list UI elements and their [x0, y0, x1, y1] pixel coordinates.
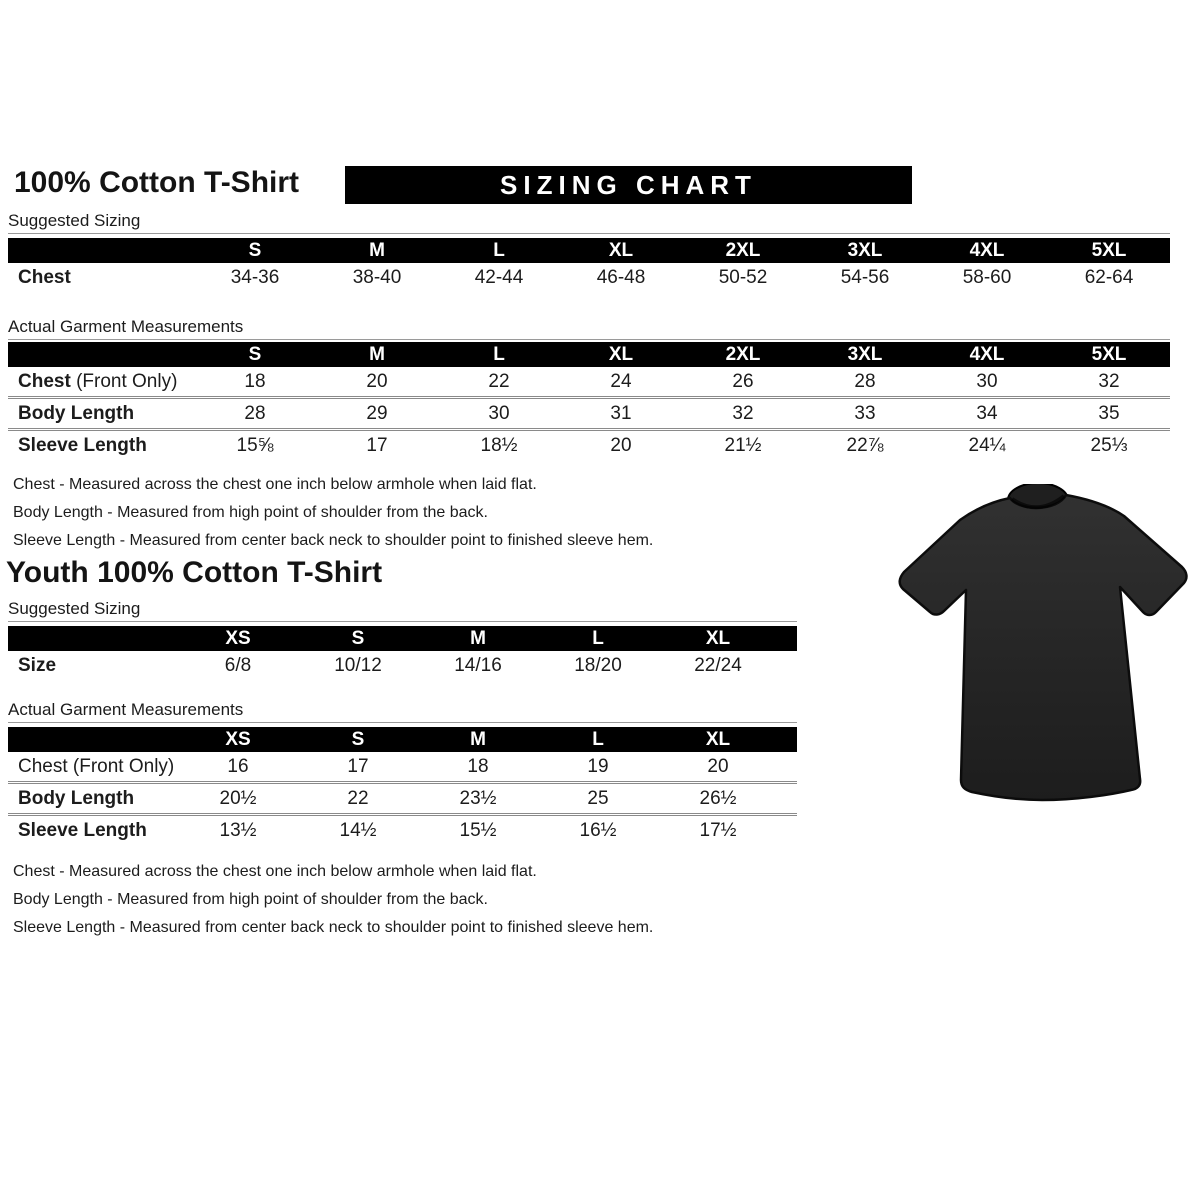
size-value-cell: 16 — [227, 755, 249, 777]
size-header-row — [8, 626, 797, 651]
size-value-cell: 19 — [587, 755, 609, 777]
row-label: Chest — [18, 267, 71, 288]
size-header-row — [8, 342, 1170, 367]
page-title: 100% Cotton T-Shirt — [14, 166, 300, 199]
size-value-cell: 14½ — [298, 815, 418, 846]
adult-suggested-sizing-heading: Suggested Sizing — [8, 211, 1170, 234]
size-value-cell: 17½ — [658, 815, 778, 846]
table-row — [8, 783, 797, 815]
note-chest: Chest - Measured across the chest one inch below armhole when laid flat. — [13, 863, 537, 880]
size-value-cell: 18 — [244, 370, 266, 392]
header-row — [8, 165, 1172, 211]
size-column-header: S — [298, 727, 418, 752]
size-value-cell: 22/24 — [694, 654, 742, 676]
tshirt-body — [900, 495, 1187, 800]
size-value-cell: 25 — [538, 783, 658, 815]
row-label: Sleeve Length — [8, 430, 194, 461]
sizing-chart-banner: SIZING CHART — [345, 166, 912, 204]
size-value-cell: 18½ — [438, 430, 560, 461]
size-column-header: XL — [560, 238, 682, 263]
filler-cell — [778, 815, 797, 846]
table-row — [8, 367, 1170, 398]
size-column-header: 2XL — [682, 238, 804, 263]
note-body-length: Body Length - Measured from high point of shoulder from the back. — [13, 504, 488, 521]
size-column-header: XL — [658, 626, 778, 651]
size-value-cell: 30 — [438, 398, 560, 430]
table-row — [8, 430, 1170, 461]
row-label: Size — [18, 654, 57, 676]
size-column-header: 4XL — [926, 342, 1048, 367]
size-column-header: 3XL — [804, 342, 926, 367]
size-header-row — [8, 238, 1170, 263]
row-label: Sleeve Length — [8, 815, 178, 846]
table-row — [8, 398, 1170, 430]
adult-actual-measurements-heading: Actual Garment Measurements — [8, 317, 1170, 340]
size-value-cell: 29 — [316, 398, 438, 430]
size-column-header: XS — [178, 626, 298, 651]
size-column-header: S — [194, 238, 316, 263]
header-corner-cell — [8, 626, 178, 651]
size-value-cell: 17 — [347, 755, 369, 777]
size-value-cell: 10/12 — [334, 654, 382, 676]
size-value-cell: 18 — [467, 755, 489, 777]
youth-suggested-sizing-table — [8, 626, 797, 680]
size-column-header: L — [538, 727, 658, 752]
size-value-cell: 22 — [488, 370, 510, 392]
size-column-header: 5XL — [1048, 238, 1170, 263]
size-value-cell: 25⅓ — [1048, 430, 1170, 461]
size-column-header: M — [316, 238, 438, 263]
size-value-cell: 16½ — [538, 815, 658, 846]
note-body-length: Body Length - Measured from high point of shoulder from the back. — [13, 891, 488, 908]
size-column-header: M — [418, 727, 538, 752]
size-column-header: L — [538, 626, 658, 651]
size-column-header: L — [438, 238, 560, 263]
size-value-cell: 13½ — [178, 815, 298, 846]
size-value-cell: 20½ — [178, 783, 298, 815]
size-column-header: M — [418, 626, 538, 651]
size-value-cell: 24¼ — [926, 430, 1048, 461]
size-value-cell: 6/8 — [224, 654, 252, 676]
size-column-header: L — [438, 342, 560, 367]
size-value-cell: 32 — [682, 398, 804, 430]
size-value-cell: 20 — [560, 430, 682, 461]
size-value-cell: 20 — [366, 370, 388, 392]
header-filler-cell — [778, 727, 797, 752]
size-column-header: 4XL — [926, 238, 1048, 263]
size-value-cell: 26 — [732, 370, 754, 392]
table-row — [8, 815, 797, 846]
size-value-cell: 31 — [560, 398, 682, 430]
adult-suggested-sizing-table — [8, 238, 1170, 293]
size-column-header: S — [298, 626, 418, 651]
size-column-header: XL — [560, 342, 682, 367]
youth-measurement-notes — [13, 858, 1172, 942]
table-row — [8, 651, 797, 680]
size-column-header: XL — [658, 727, 778, 752]
size-column-header: M — [316, 342, 438, 367]
size-value-cell: 22 — [298, 783, 418, 815]
size-value-cell: 14/16 — [454, 654, 502, 676]
size-value-cell: 26½ — [658, 783, 778, 815]
size-value-cell: 30 — [976, 370, 998, 392]
header-corner-cell — [8, 342, 194, 367]
filler-cell — [778, 783, 797, 815]
row-label: Body Length — [8, 783, 178, 815]
size-value-cell: 38-40 — [352, 267, 402, 288]
header-corner-cell — [8, 238, 194, 263]
youth-actual-measurements-table — [8, 727, 797, 845]
size-column-header: S — [194, 342, 316, 367]
size-value-cell: 28 — [854, 370, 876, 392]
table-row — [8, 263, 1170, 293]
size-value-cell: 20 — [707, 755, 729, 777]
size-value-cell: 33 — [804, 398, 926, 430]
size-column-header: 5XL — [1048, 342, 1170, 367]
size-header-row — [8, 727, 797, 752]
size-value-cell: 62-64 — [1084, 267, 1134, 288]
size-value-cell: 50-52 — [718, 267, 768, 288]
size-value-cell: 18/20 — [574, 654, 622, 676]
size-value-cell: 35 — [1048, 398, 1170, 430]
youth-actual-measurements-heading: Actual Garment Measurements — [8, 700, 797, 723]
note-chest: Chest - Measured across the chest one inch below armhole when laid flat. — [13, 476, 537, 493]
size-value-cell: 32 — [1098, 370, 1120, 392]
size-value-cell: 24 — [610, 370, 632, 392]
size-column-header: 2XL — [682, 342, 804, 367]
header-filler-cell — [778, 626, 797, 651]
size-value-cell: 42-44 — [474, 267, 524, 288]
tshirt-svg — [890, 484, 1190, 806]
size-column-header: XS — [178, 727, 298, 752]
youth-section-title: Youth 100% Cotton T-Shirt — [6, 556, 383, 589]
size-value-cell: 15½ — [418, 815, 538, 846]
size-value-cell: 54-56 — [840, 267, 890, 288]
size-column-header: 3XL — [804, 238, 926, 263]
note-sleeve-length: Sleeve Length - Measured from center back neck to shoulder point to finished sleeve hem. — [13, 919, 654, 936]
size-value-cell: 34-36 — [230, 267, 280, 288]
black-tshirt-image — [890, 484, 1190, 806]
header-corner-cell — [8, 727, 178, 752]
table-row — [8, 752, 797, 783]
row-label: Chest (Front Only) — [18, 370, 178, 392]
row-label: Chest (Front Only) — [18, 755, 175, 777]
size-value-cell: 15⅝ — [194, 430, 316, 461]
note-sleeve-length: Sleeve Length - Measured from center back neck to shoulder point to finished sleeve hem. — [13, 532, 654, 549]
row-label: Body Length — [8, 398, 194, 430]
size-value-cell: 17 — [316, 430, 438, 461]
adult-actual-measurements-table — [8, 342, 1170, 460]
size-value-cell: 21½ — [682, 430, 804, 461]
size-value-cell: 46-48 — [596, 267, 646, 288]
size-value-cell: 28 — [194, 398, 316, 430]
size-value-cell: 22⅞ — [804, 430, 926, 461]
size-value-cell: 23½ — [418, 783, 538, 815]
youth-suggested-sizing-heading: Suggested Sizing — [8, 599, 797, 622]
filler-cell — [778, 651, 797, 680]
filler-cell — [778, 752, 797, 783]
size-value-cell: 34 — [926, 398, 1048, 430]
size-value-cell: 58-60 — [962, 267, 1012, 288]
